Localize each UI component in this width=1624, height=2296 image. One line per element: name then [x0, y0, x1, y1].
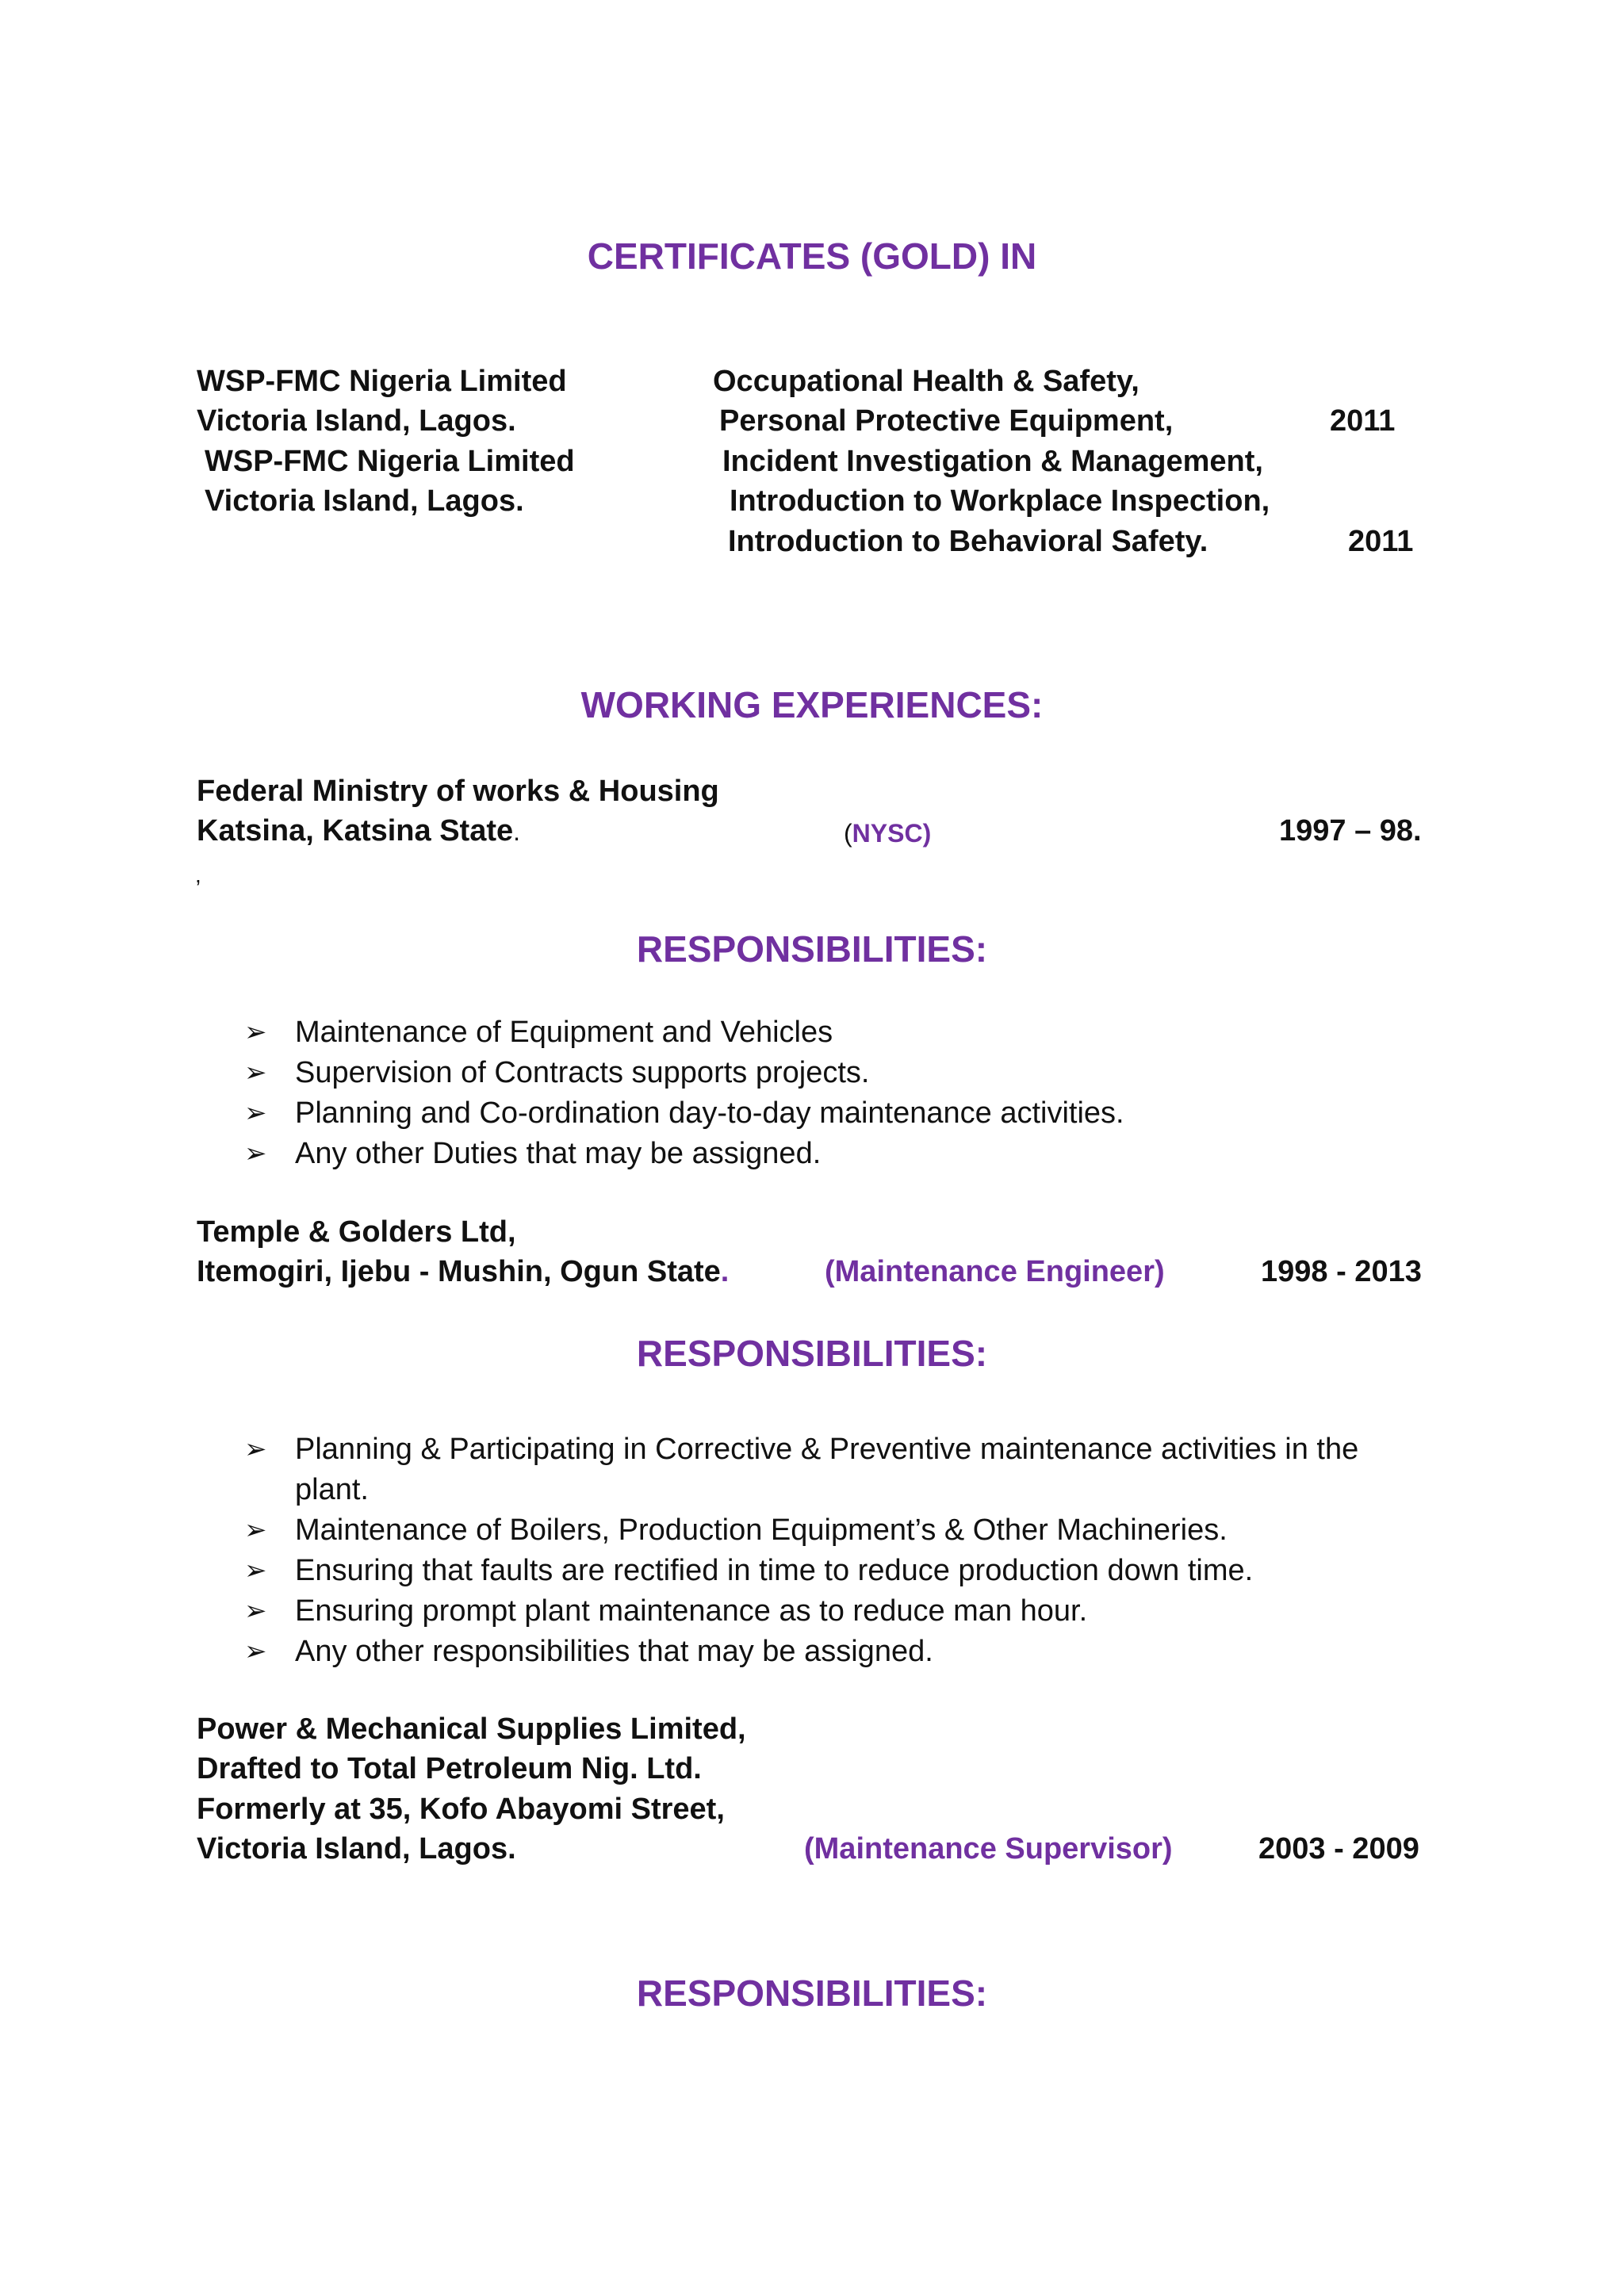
arrowhead-bullet-icon: ➢	[244, 1596, 267, 1626]
cert-course-5: Introduction to Behavioral Safety.	[728, 525, 1208, 558]
job3-assignment: Drafted to Total Petroleum Nig. Ltd.	[197, 1752, 702, 1785]
job3-responsibilities-heading: RESPONSIBILITIES:	[636, 1973, 988, 2014]
arrowhead-bullet-icon: ➢	[244, 1098, 267, 1128]
list-item: ➢ Maintenance of Boilers, Production Equipment’s & Other Machineries.	[244, 1510, 1402, 1551]
job1-years: 1997 – 98.	[1279, 814, 1422, 848]
cert-course-2: Personal Protective Equipment,	[719, 404, 1174, 438]
list-item: ➢ Planning & Participating in Corrective & Preventive maintenance activities in the plant.	[244, 1429, 1402, 1510]
job2-location: Itemogiri, Ijebu - Mushin, Ogun State	[197, 1255, 721, 1288]
arrowhead-bullet-icon: ➢	[244, 1515, 267, 1545]
job3-role: (Maintenance Supervisor)	[804, 1832, 1173, 1866]
job2-company: Temple & Golders Ltd,	[197, 1215, 516, 1249]
list-item: ➢ Ensuring that faults are rectified in time to reduce production down time.	[244, 1551, 1402, 1591]
job1-company: Federal Ministry of works & Housing	[197, 775, 719, 808]
arrowhead-bullet-icon: ➢	[244, 1138, 267, 1169]
cert-course-4: Introduction to Workplace Inspection,	[730, 484, 1270, 518]
cert-year-1: 2011	[1330, 404, 1396, 438]
arrowhead-bullet-icon: ➢	[244, 1556, 267, 1586]
job2-responsibilities-list	[244, 1429, 1402, 1672]
cert-year-2: 2011	[1348, 525, 1414, 558]
job2-years: 1998 - 2013	[1261, 1255, 1422, 1288]
cert-location-1: Victoria Island, Lagos.	[197, 404, 516, 438]
job3-address: Formerly at 35, Kofo Abayomi Street,	[197, 1793, 725, 1826]
stray-comma: ,	[195, 863, 201, 887]
job1-responsibilities-heading: RESPONSIBILITIES:	[636, 928, 988, 970]
list-item: ➢ Ensuring prompt plant maintenance as to reduce man hour.	[244, 1591, 1402, 1632]
arrowhead-bullet-icon: ➢	[244, 1017, 267, 1047]
cert-course-1: Occupational Health & Safety,	[713, 365, 1139, 398]
list-item: ➢ Any other responsibilities that may be assigned.	[244, 1632, 1402, 1672]
job1-location-line	[197, 814, 520, 848]
job2-location-dot: .	[720, 1255, 730, 1288]
working-experiences-heading: WORKING EXPERIENCES:	[580, 684, 1044, 725]
job2-role: (Maintenance Engineer)	[825, 1255, 1165, 1288]
arrowhead-bullet-icon: ➢	[244, 1636, 267, 1667]
cert-issuer-2: WSP-FMC Nigeria Limited	[205, 445, 575, 478]
job1-responsibilities-list	[244, 1012, 1124, 1174]
job3-company: Power & Mechanical Supplies Limited,	[197, 1712, 746, 1746]
arrowhead-bullet-icon: ➢	[244, 1058, 267, 1088]
job1-location: Katsina, Katsina State	[197, 814, 514, 848]
list-item: ➢ Planning and Co-ordination day-to-day maintenance activities.	[244, 1093, 1124, 1134]
list-item: ➢ Supervision of Contracts supports projects.	[244, 1053, 1124, 1093]
job1-role-paren: (	[844, 819, 852, 848]
cert-issuer-1: WSP-FMC Nigeria Limited	[197, 365, 567, 398]
certificates-heading: CERTIFICATES (GOLD) IN	[587, 235, 1037, 277]
job3-years: 2003 - 2009	[1258, 1832, 1419, 1866]
job2-responsibilities-heading: RESPONSIBILITIES:	[636, 1333, 988, 1374]
cert-location-2: Victoria Island, Lagos.	[205, 484, 524, 518]
job1-role	[844, 819, 931, 848]
cert-course-3: Incident Investigation & Management,	[722, 445, 1263, 478]
job1-location-dot: .	[513, 817, 521, 846]
job3-location: Victoria Island, Lagos.	[197, 1832, 516, 1866]
list-item: ➢ Maintenance of Equipment and Vehicles	[244, 1012, 1124, 1053]
arrowhead-bullet-icon: ➢	[244, 1434, 267, 1464]
job2-location-line	[197, 1255, 729, 1289]
list-item: ➢ Any other Duties that may be assigned.	[244, 1134, 1124, 1174]
job1-role-text: NYSC)	[852, 819, 932, 848]
